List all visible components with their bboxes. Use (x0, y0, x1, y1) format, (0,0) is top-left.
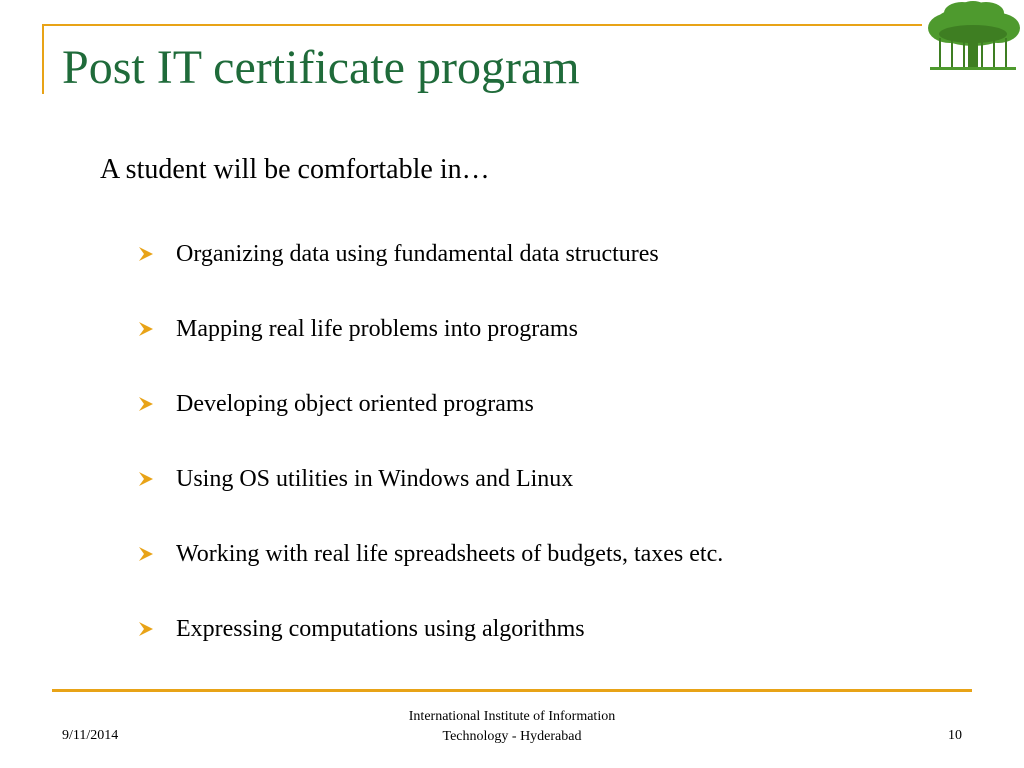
bullet-text: Mapping real life problems into programs (176, 316, 578, 342)
footer-divider-line (52, 689, 972, 692)
arrowhead-bullet-icon (138, 386, 176, 422)
footer-date: 9/11/2014 (62, 728, 119, 743)
top-divider-line (42, 24, 922, 26)
list-item (138, 611, 723, 686)
arrowhead-bullet-icon (138, 311, 176, 347)
arrowhead-bullet-icon (138, 236, 176, 272)
left-accent-line (42, 24, 44, 94)
arrowhead-bullet-icon (138, 536, 176, 572)
bullet-text: Using OS utilities in Windows and Linux (176, 466, 574, 492)
arrowhead-bullet-icon (138, 461, 176, 497)
footer-organization (362, 707, 662, 747)
bullet-text: Developing object oriented programs (176, 391, 534, 417)
banyan-tree-icon (922, 0, 1024, 76)
footer-organization-line-1: International Institute of Information (408, 709, 616, 724)
bullet-text: Expressing computations using algorithms (176, 616, 585, 642)
list-item (138, 236, 723, 311)
footer-organization-line-2: Technology - Hyderabad (442, 729, 582, 744)
slide-title: Post IT certificate program (62, 41, 580, 94)
bullet-list (138, 236, 723, 686)
list-item (138, 536, 723, 611)
list-item (138, 311, 723, 386)
list-item (138, 461, 723, 536)
page-number: 10 (948, 728, 962, 743)
slide-subtitle: A student will be comfortable in… (100, 154, 490, 185)
bullet-text: Working with real life spreadsheets of budgets, taxes etc. (176, 541, 724, 567)
bullet-text: Organizing data using fundamental data structures (176, 241, 659, 267)
list-item (138, 386, 723, 461)
arrowhead-bullet-icon (138, 611, 176, 647)
